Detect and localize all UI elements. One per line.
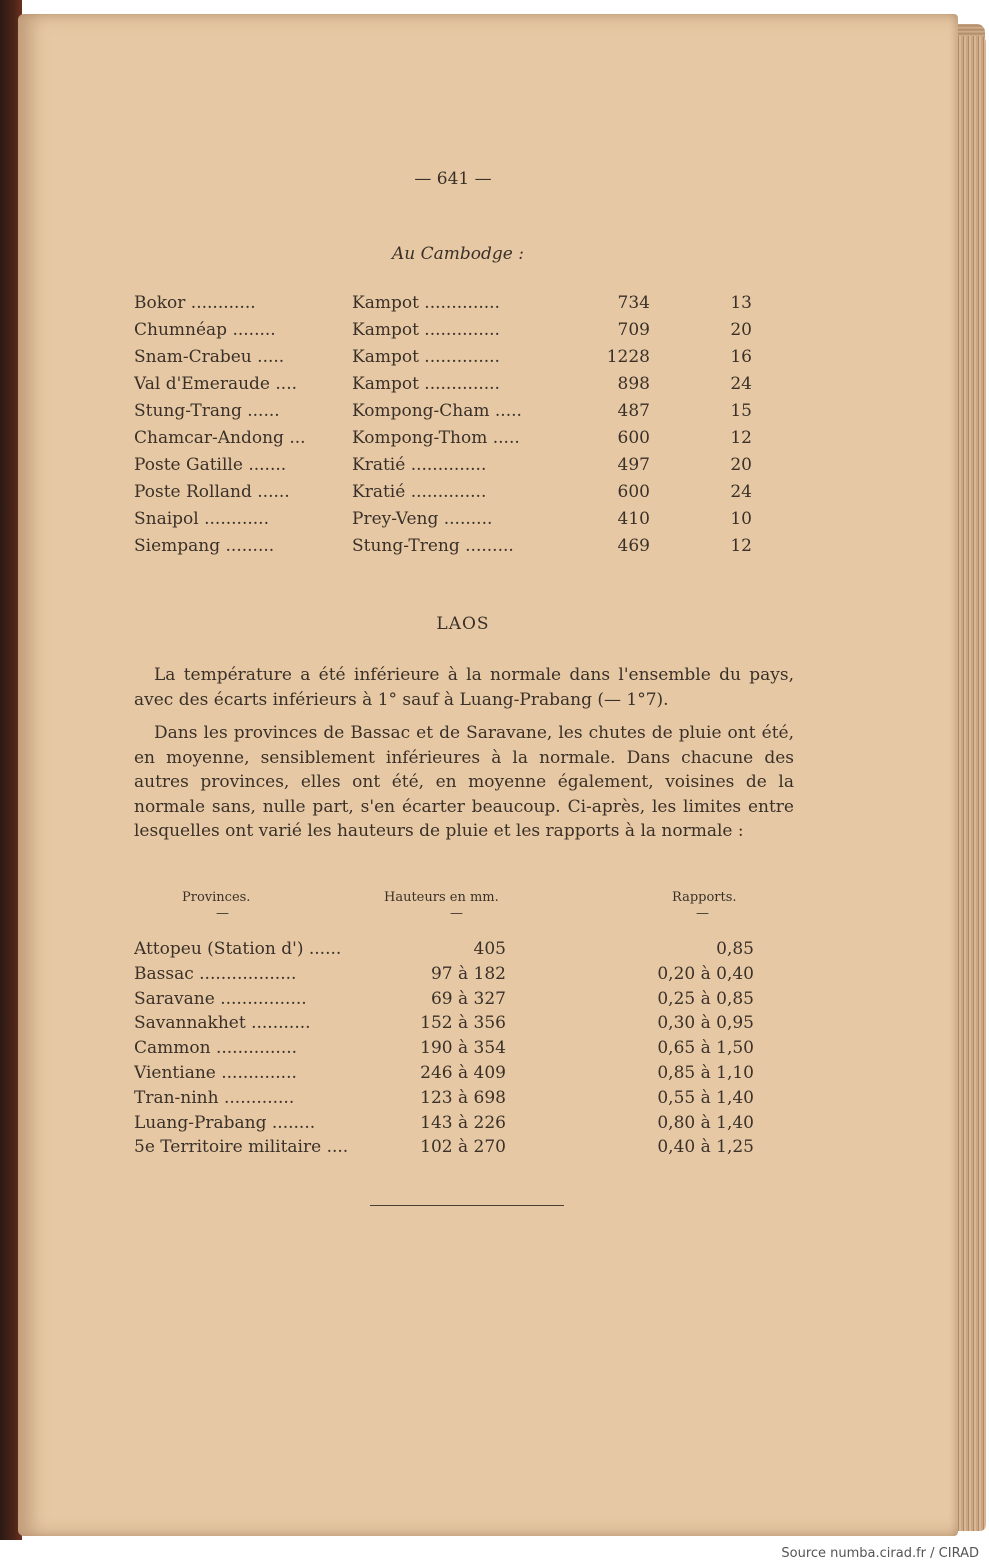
table-row xyxy=(134,1086,764,1111)
province-name: Luang-Prabang ........ xyxy=(134,1112,316,1133)
province-name: Saravane ................ xyxy=(134,988,307,1009)
table-row xyxy=(134,1011,764,1036)
altitude-value: 600 xyxy=(617,428,650,448)
table-row xyxy=(134,962,764,987)
table-row xyxy=(134,937,764,962)
rapports-value: 0,85 à 1,10 xyxy=(657,1062,754,1083)
closing-rule xyxy=(370,1205,564,1206)
years-value: 24 xyxy=(730,482,752,502)
table-row xyxy=(134,398,764,425)
province-name: Savannakhet ........... xyxy=(134,1013,311,1034)
province-name: Prey-Veng ......... xyxy=(352,509,493,529)
station-name: Stung-Trang ...... xyxy=(134,401,280,421)
years-value: 20 xyxy=(730,455,752,475)
table-row xyxy=(134,344,764,371)
years-value: 24 xyxy=(730,374,752,394)
book-page xyxy=(18,14,958,1536)
province-name: Kampot .............. xyxy=(352,320,500,340)
header-hauteurs: Hauteurs en mm. xyxy=(384,890,499,905)
station-name: Chumnéap ........ xyxy=(134,320,276,340)
station-name: Chamcar-Andong ... xyxy=(134,428,306,448)
province-name: Tran-ninh ............. xyxy=(134,1087,295,1108)
years-value: 12 xyxy=(730,428,752,448)
station-name: Siempang ......... xyxy=(134,536,275,556)
station-name: Snaipol ............ xyxy=(134,509,269,529)
hauteurs-value: 152 à 356 xyxy=(420,1013,506,1034)
rapports-value: 0,85 xyxy=(716,939,754,959)
altitude-value: 709 xyxy=(617,320,650,340)
laos-table xyxy=(134,937,764,1160)
table-row xyxy=(134,452,764,479)
rapports-value: 0,40 à 1,25 xyxy=(657,1137,754,1158)
altitude-value: 410 xyxy=(617,509,650,529)
years-value: 13 xyxy=(730,293,752,313)
hauteurs-value: 246 à 409 xyxy=(420,1062,506,1083)
table-row xyxy=(134,506,764,533)
years-value: 20 xyxy=(730,320,752,340)
altitude-value: 469 xyxy=(617,536,650,556)
header-dash: — xyxy=(696,906,709,921)
header-dash: — xyxy=(216,906,229,921)
table-row xyxy=(134,1135,764,1160)
altitude-value: 487 xyxy=(617,401,650,421)
altitude-value: 1228 xyxy=(606,347,650,367)
table-row xyxy=(134,1111,764,1136)
hauteurs-value: 123 à 698 xyxy=(420,1087,506,1108)
station-name: Poste Rolland ...... xyxy=(134,482,290,502)
table-row xyxy=(134,533,764,560)
province-name: Kratié .............. xyxy=(352,455,487,475)
altitude-value: 734 xyxy=(617,293,650,313)
rapports-value: 0,25 à 0,85 xyxy=(657,988,754,1009)
province-name: 5e Territoire militaire .... xyxy=(134,1137,349,1158)
table-row xyxy=(134,1036,764,1061)
hauteurs-value: 405 xyxy=(473,939,506,959)
table-row xyxy=(134,290,764,317)
header-dash: — xyxy=(450,906,463,921)
altitude-value: 497 xyxy=(617,455,650,475)
province-name: Bassac .................. xyxy=(134,963,297,984)
province-name: Cammon ............... xyxy=(134,1038,298,1059)
altitude-value: 898 xyxy=(617,374,650,394)
table-row xyxy=(134,425,764,452)
years-value: 15 xyxy=(730,401,752,421)
province-name: Stung-Treng ......... xyxy=(352,536,514,556)
province-name: Kampot .............. xyxy=(352,374,500,394)
province-name: Kompong-Thom ..... xyxy=(352,428,520,448)
station-name: Bokor ............ xyxy=(134,293,256,313)
hauteurs-value: 143 à 226 xyxy=(420,1112,506,1133)
page-number: — 641 — xyxy=(414,169,492,189)
table-row xyxy=(134,317,764,344)
rapports-value: 0,65 à 1,50 xyxy=(657,1038,754,1059)
hauteurs-value: 97 à 182 xyxy=(430,963,506,984)
laos-paragraph-temperature: La température a été inférieure à la normale dans l'ensemble du pays, avec des écarts inférieurs à 1° sauf à Luang-Prabang (— 1°7). xyxy=(134,665,794,710)
cambodge-heading: Au Cambodge : xyxy=(392,244,524,264)
laos-paragraph-rainfall: Dans les provinces de Bassac et de Saravane, les chutes de pluie ont été, en moyenne, sensiblement inférieures à la normale. Dans chacune des autres provinces, elles ont été, en moyenne également, voisines de la normale sans, nulle part, s'en écarter beaucoup. Ci-après, les limites entre lesquelles ont varié les hauteurs de pluie et les rapports à la normale : xyxy=(134,723,794,841)
province-name: Kampot .............. xyxy=(352,293,500,313)
hauteurs-value: 190 à 354 xyxy=(420,1038,506,1059)
province-name: Attopeu (Station d') ...... xyxy=(134,939,342,959)
hauteurs-value: 102 à 270 xyxy=(420,1137,506,1158)
years-value: 10 xyxy=(730,509,752,529)
table-row xyxy=(134,371,764,398)
province-name: Kratié .............. xyxy=(352,482,487,502)
table-row xyxy=(134,1061,764,1086)
header-rapports: Rapports. xyxy=(672,890,737,905)
source-credit: Source numba.cirad.fr / CIRAD xyxy=(781,1546,979,1561)
station-name: Val d'Emeraude .... xyxy=(134,374,298,394)
rapports-value: 0,20 à 0,40 xyxy=(657,963,754,984)
province-name: Kampot .............. xyxy=(352,347,500,367)
table-row xyxy=(134,479,764,506)
years-value: 12 xyxy=(730,536,752,556)
page-edges xyxy=(956,36,986,1531)
cambodge-table xyxy=(134,290,764,560)
laos-table-headers xyxy=(134,890,764,930)
altitude-value: 600 xyxy=(617,482,650,502)
province-name: Vientiane .............. xyxy=(134,1062,297,1083)
rapports-value: 0,55 à 1,40 xyxy=(657,1087,754,1108)
header-provinces: Provinces. xyxy=(182,890,251,905)
station-name: Snam-Crabeu ..... xyxy=(134,347,285,367)
station-name: Poste Gatille ....... xyxy=(134,455,287,475)
province-name: Kompong-Cham ..... xyxy=(352,401,522,421)
rapports-value: 0,80 à 1,40 xyxy=(657,1112,754,1133)
years-value: 16 xyxy=(730,347,752,367)
hauteurs-value: 69 à 327 xyxy=(430,988,506,1009)
rapports-value: 0,30 à 0,95 xyxy=(657,1013,754,1034)
laos-title: LAOS xyxy=(436,614,490,634)
table-row xyxy=(134,987,764,1012)
